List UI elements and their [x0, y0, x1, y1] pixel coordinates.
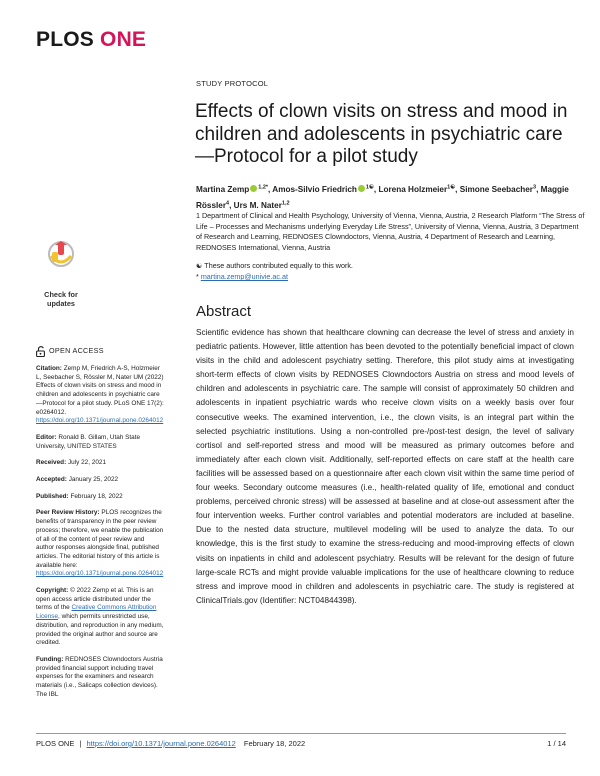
copyright-block: [36, 587, 164, 648]
editor-block: [36, 434, 164, 451]
corresponding-mark: *: [196, 272, 199, 281]
received-date: July 22, 2021: [67, 459, 107, 467]
author-name: Martina Zemp: [196, 184, 250, 194]
published-date: February 18, 2022: [70, 492, 123, 500]
check-label-line2: updates: [47, 298, 75, 308]
author: Amos-Silvio Friedrich $^{1☯}$,: [272, 184, 379, 194]
affiliations: 1 Department of Clinical and Health Psychology, University of Vienna, Vienna, Austria, 2 Research Platform “The Stress of Life – Processes and Mechanisms underlying Everyday Life Stress”, University of Vienna, Vienna, Austria, 3 Department of Research and Learning, REDNOSES Clowndoctors, Vienna, Austria, 4 Department of Research and Learning, REDNOSES International, Vienna, Austria: [196, 211, 585, 252]
open-access-badge: [36, 346, 164, 357]
funding-label: Funding:: [36, 655, 64, 663]
email-link[interactable]: martina.zemp@univie.ac.at: [200, 272, 289, 281]
author-affiliation-sup: 1☯: [365, 184, 374, 190]
logo-one: ONE: [100, 28, 147, 51]
footer-date: February 18, 2022: [243, 739, 306, 748]
peer-review-doi-link[interactable]: https://doi.org/10.1371/journal.pone.0264012: [36, 570, 164, 578]
citation-text: Zemp M, Friedrich A-S, Holzmeier L, Seebacher S, Rössler M, Nater UM (2022) Effects of clown visits on stress and mood in children and adolescents in psychiatric care—Protocol for a pilot study. PLoS ONE 17(2): e0264012.: [36, 365, 164, 416]
funding-text: REDNOSES Clowndoctors Austria provided financial support including travel expenses for the examiners and research materials (i.e., Salicaps collection devices). The IBL: [36, 655, 163, 698]
article-title: Effects of clown visits on stress and mood in children and adolescents in psychiatric care—Protocol for a pilot study: [195, 101, 568, 167]
open-lock-icon: [36, 346, 45, 357]
abstract-text: Scientific evidence has shown that healthcare clowning can decrease the level of stress and anxiety in pediatric patients. However, little attention has been devoted to the potentially beneficial impact of clown visits in the child and adolescent psychiatry setting. Therefore, this pilot study aims at investigating short-term effects of clown visits by REDNOSES Clowndoctors Austria on stress and mood levels of children and adolescents in psychiatric care. The sample will consist of approximately 50 children and adolescents in inpatient psychiatric wards who receive clown visits on a weekly basis over four consecutive weeks. The examined intervention, i.e., the clown visits, is an integral part within the selected psychiatric institutions. Using a non-controlled pre-/post-test design, the level of salivary cortisol and self-reported stress and mood will be measured as primary outcomes before and immediately after each clown visit. Additionally, self-reported effects on care staff at the health care facilities will be assessed based on a questionnaire after each clown visit within the same time period of four weeks. Secondary outcome measures (i.e., health-related quality of life, emotional and conduct problems, perceived chronic stress) will be assessed at baseline and at close-out assessment after the four intervention weeks. Further control variables and potential moderators are included at baseline. Due to the nested data structure, multilevel modeling will be used to analyze the data. To our knowledge, this is the first study to examine the stress-reducing and mood-improving effects of clown visits on inpatients in child and adolescent psychiatry. Results will be relevant for the design of future large-scale RCTs and might provide valuable implications for the use of healthcare clowning to reduce stress and improve mood in children and adolescents in psychiatric care. The study is registered at ClinicalTrials.gov (Identifier: NCT04844398).: [196, 328, 574, 605]
editor-label: Editor:: [36, 433, 57, 441]
author-affiliation-sup: 3: [533, 184, 537, 190]
check-for-updates-icon: [36, 240, 86, 292]
published-label: Published:: [36, 492, 69, 500]
author-notes: [196, 260, 586, 282]
author: [234, 201, 290, 210]
corresponding-author: [196, 271, 586, 282]
citation-block: [36, 365, 164, 426]
author-name: Amos-Silvio Friedrich: [272, 184, 357, 194]
footer-divider: [36, 733, 566, 734]
peer-review-label: Peer Review History:: [36, 509, 100, 517]
copyright-text-1: © 2022 Zemp et al. This is an open access article distributed under the terms of the: [36, 587, 154, 612]
author-affiliation-sup: 1☯: [447, 184, 456, 190]
article-info-sidebar: [36, 346, 164, 708]
author-list: [196, 180, 586, 213]
article-type: STUDY PROTOCOL: [196, 79, 269, 88]
orcid-icon[interactable]: [358, 185, 365, 192]
author-affiliation-sup: 4: [226, 200, 230, 207]
copyright-label: Copyright:: [36, 587, 69, 595]
page-number: 1 / 14: [547, 739, 566, 748]
author: Simone Seebacher$^3$,: [459, 184, 541, 194]
footer-journal: PLOS ONE: [36, 739, 75, 748]
footer-separator: |: [79, 739, 82, 748]
copyright-text-2: , which permits unrestricted use, distribution, and reproduction in any medium, provided the original author and source are credited.: [36, 613, 164, 647]
journal-logo[interactable]: [36, 28, 146, 52]
published-block: [36, 493, 164, 502]
author-name: Maggie Rössler: [196, 184, 569, 211]
orcid-icon[interactable]: [250, 185, 257, 192]
license-link[interactable]: Creative Commons Attribution License: [36, 604, 157, 621]
abstract-heading: Abstract: [196, 303, 252, 320]
citation-doi-link[interactable]: https://doi.org/10.1371/journal.pone.0264012: [36, 417, 164, 425]
footer-doi-link[interactable]: https://doi.org/10.1371/journal.pone.0264012: [86, 739, 236, 748]
page-footer: [36, 739, 566, 748]
editor-text: Ronald B. Gillam, Utah State University, UNITED STATES: [36, 433, 141, 450]
author: Lorena Holzmeier$^{1☯}$,: [378, 184, 460, 194]
peer-review-block: [36, 509, 164, 579]
accepted-block: [36, 476, 164, 485]
received-block: [36, 459, 164, 468]
logo-plos: PLOS: [36, 28, 94, 51]
peer-review-text: PLOS recognizes the benefits of transparency in the peer review process; therefore, we enable the publication of all of the content of peer review and author responses alongside final, published articles. The editorial history of this article is available here:: [36, 509, 164, 569]
author-affiliation-sup: 1,2*: [258, 184, 269, 190]
accepted-date: January 25, 2022: [68, 476, 119, 484]
received-label: Received:: [36, 459, 67, 467]
author-name: Lorena Holzmeier: [378, 184, 448, 194]
check-for-updates-badge[interactable]: [36, 240, 86, 308]
author: Martina Zemp $^{1,2*}$,: [196, 184, 273, 194]
citation-label: Citation:: [36, 365, 62, 372]
author-name: Urs M. Nater: [233, 201, 282, 211]
accepted-label: Accepted:: [36, 476, 67, 484]
author: Maggie Rössler$^4$,: [196, 184, 569, 211]
author-name: Simone Seebacher: [459, 184, 533, 194]
equal-contribution-note: ☯ These authors contributed equally to this work.: [196, 261, 353, 270]
check-label-line1: Check for: [44, 290, 78, 299]
funding-block: [36, 656, 164, 700]
author-affiliation-sup: 1,2: [281, 200, 290, 207]
open-access-label: OPEN ACCESS: [49, 346, 104, 356]
